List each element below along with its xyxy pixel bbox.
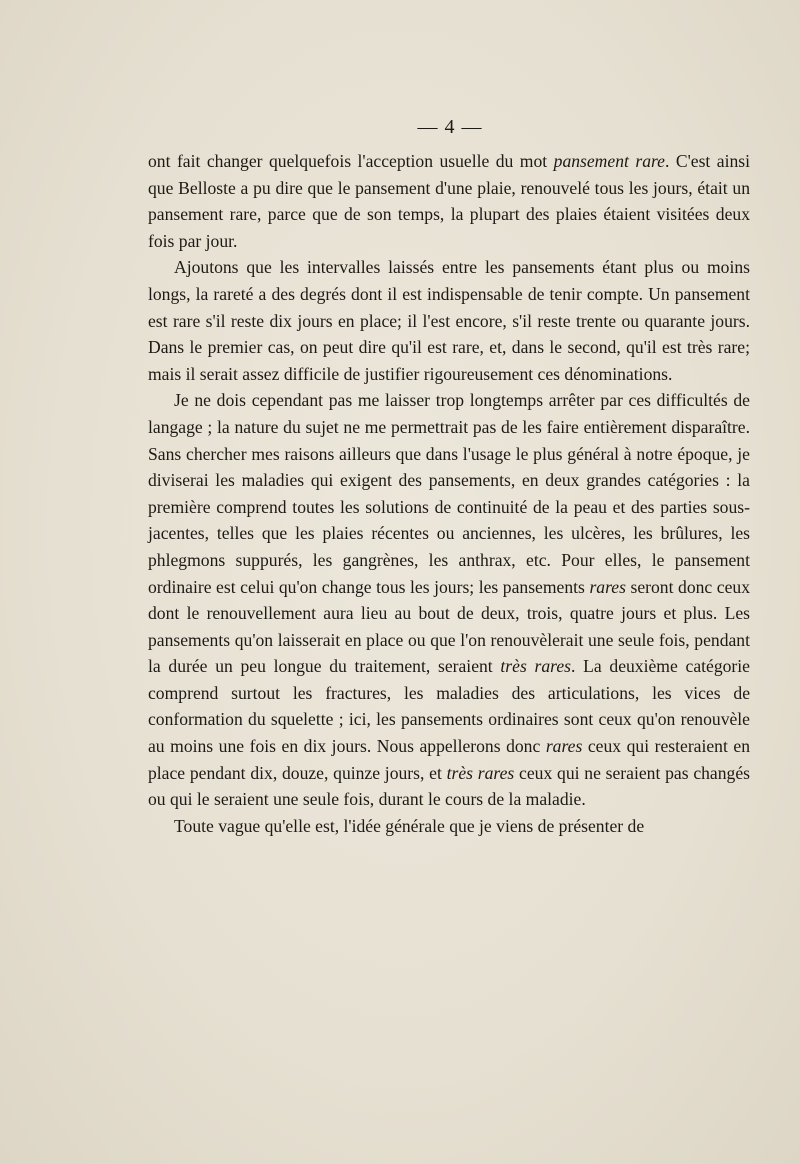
- body-text: [148, 148, 750, 839]
- italic-term: rares: [545, 736, 583, 757]
- text-run: ceux qui ne seraient pas changés ou qui le seraient une seule fois, durant le cours de la maladie.: [148, 762, 750, 810]
- italic-term: très rares: [500, 656, 572, 677]
- paragraph: [148, 254, 750, 387]
- text-run: ont fait changer quelquefois l'acception usuelle du mot: [148, 151, 554, 171]
- italic-term: rares: [589, 576, 626, 597]
- paragraph: [148, 148, 750, 254]
- paragraph: [148, 387, 750, 813]
- italic-term: pansement rare: [553, 151, 665, 171]
- page-number: — 4 —: [417, 116, 483, 138]
- italic-term: très rares: [446, 762, 515, 783]
- text-run: seront donc ceux dont le renouvellement aura lieu au bout de deux, trois, quatre jours et plus. Les pansements qu'on laisserait en place ou que l'on renouvèlerait une seule fois, pendant la durée un peu longue du traitement, seraient: [148, 576, 750, 677]
- text-run: Toute vague qu'elle est, l'idée générale que je viens de présenter de: [174, 815, 645, 836]
- text-run: . La deuxième catégorie comprend surtout les fractures, les maladies des articulations, les vices de conformation du squelette ; ici, les pansements ordinaires sont ceux qu'on renouvèle au moins une fois en dix jours. Nous appellerons donc: [148, 656, 750, 757]
- text-run: ceux qui resteraient en place pendant dix, douze, quinze jours, et: [148, 736, 751, 783]
- paragraph: [148, 813, 750, 840]
- text-run: . C'est ainsi que Belloste a pu dire que le pansement d'une plaie, renouvelé tous les jours, était un pansement rare, parce que de son temps, la plupart des plaies étaient visitées deux fois par jour.: [148, 151, 750, 251]
- text-run: Je ne dois cependant pas me laisser trop longtemps arrêter par ces difficultés de langage ; la nature du sujet ne me permettrait pas de les faire entièrement disparaître. Sans chercher mes raisons ailleurs que dans l'usage le plus général à notre époque, je diviserai les maladies qui exigent des pansements, en deux grandes catégories : la première comprend toutes les solutions de continuité de la peau et des parties sous-jacentes, telles que les plaies récentes ou anciennes, les ulcères, les brûlures, les phlegmons suppurés, les gangrènes, les anthrax, etc. Pour elles, le pansement ordinaire est celui qu'on change tous les jours; les pansements: [148, 390, 750, 597]
- text-run: Ajoutons que les intervalles laissés entre les pansements étant plus ou moins longs, la rareté a des degrés dont il est indispensable de tenir compte. Un pansement est rare s'il reste dix jours en place; il l'est encore, s'il reste trente ou quarante jours. Dans le premier cas, on peut dire qu'il est rare, et, dans le second, qu'il est très rare; mais il serait assez difficile de justifier rigoureusement ces dénominations.: [148, 257, 750, 384]
